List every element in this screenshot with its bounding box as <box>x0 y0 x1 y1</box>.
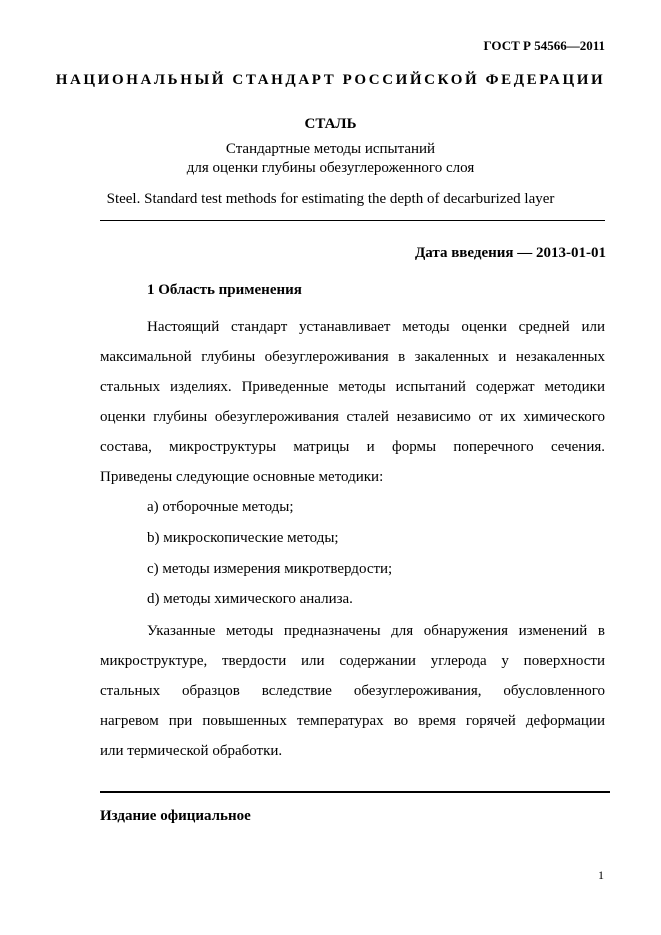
list-item: c) методы измерения микротвердости; <box>147 561 393 577</box>
paragraph-line: нагревом при повышенных температурах во время горячей деформации <box>100 713 605 729</box>
paragraph-line: или термической обработки. <box>100 743 283 759</box>
section-heading: 1 Область применения <box>147 282 302 298</box>
paragraph-line: максимальной глубины обезуглероживания в закаленных и незакаленных <box>100 349 605 365</box>
list-item: d) методы химического анализа. <box>147 591 353 607</box>
purpose-paragraph <box>100 616 605 766</box>
document-title: СТАЛЬ <box>304 116 357 132</box>
footer-divider <box>100 791 610 793</box>
document-code: ГОСТ Р 54566—2011 <box>483 38 605 53</box>
english-title: Steel. Standard test methods for estimating the depth of decarburized layer <box>106 191 555 207</box>
page-number: 1 <box>598 868 604 882</box>
paragraph-line: состава, микроструктуры матрицы и формы поперечного сечения. <box>100 439 605 455</box>
title-divider <box>100 220 605 221</box>
list-item: a) отборочные методы; <box>147 499 294 515</box>
subtitle-line: Стандартные методы испытаний <box>225 141 436 157</box>
paragraph-line: микроструктуре, твердости или содержании углерода у поверхности <box>100 653 605 669</box>
list-item: b) микроскопические методы; <box>147 530 339 546</box>
paragraph-line: оценки глубины обезуглероживания сталей независимо от их химического <box>100 409 605 425</box>
paragraph-line: Указанные методы предназначены для обнаружения изменений в <box>147 623 605 639</box>
official-edition-label: Издание официальное <box>100 808 251 824</box>
paragraph-line: стальных изделиях. Приведенные методы испытаний содержат методики <box>100 379 605 395</box>
introduction-date: Дата введения — 2013-01-01 <box>414 245 606 261</box>
subtitle-line: для оценки глубины обезуглероженного слоя <box>186 160 475 176</box>
document-subtitle <box>0 140 661 178</box>
paragraph-line: Настоящий стандарт устанавливает методы оценки средней или <box>147 319 605 335</box>
national-standard-heading: НАЦИОНАЛЬНЫЙ СТАНДАРТ РОССИЙСКОЙ ФЕДЕРАЦИИ <box>55 72 606 88</box>
paragraph-line: Приведены следующие основные методики: <box>100 469 384 485</box>
scope-paragraph <box>100 312 605 492</box>
paragraph-line: стальных образцов вследствие обезуглероживания, обусловленного <box>100 683 605 699</box>
